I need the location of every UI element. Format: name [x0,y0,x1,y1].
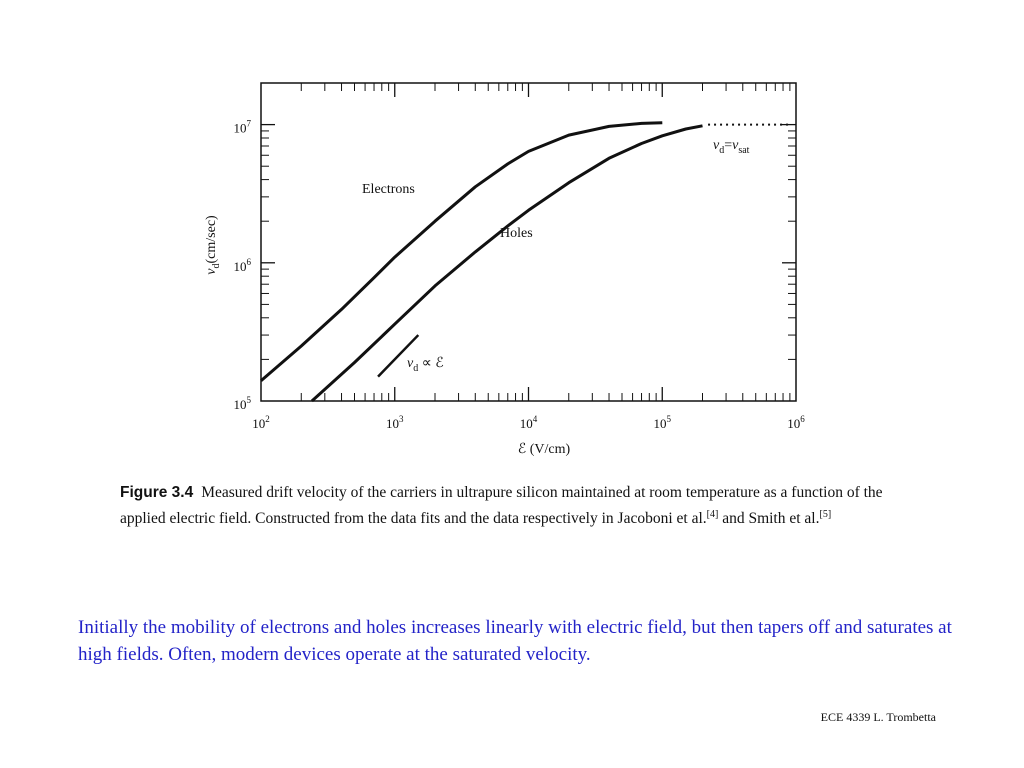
saturation-label: $v_d=v_{sat}$ [713,138,750,156]
summary-text: Initially the mobility of electrons and holes increases linearly with electric field, but then tapers off and saturates at high fields. Often, modern devices operate at the saturated velocity. [78,617,952,665]
x-tick-label: $10^6$ [787,414,805,431]
tick-labels [234,119,806,431]
y-axis-title: $v_d(cm/\sec)$ [204,215,222,275]
caption-ref-2: [5] [819,509,832,520]
proportional-label: $v_d$ ∝ ℰ [407,356,444,374]
electrons-label: Electrons [362,182,415,197]
plot-frame [261,83,796,401]
holes-label: Holes [500,226,533,241]
x-tick-label: $10^3$ [386,414,404,431]
figure-label: Figure 3.4 [120,484,194,501]
y-tick-label: $10^6$ [233,256,251,274]
x-tick-label: $10^2$ [252,414,270,431]
y-tick-label: $10^7$ [233,118,251,136]
series-lines [261,123,790,401]
axis-ticks [261,83,796,401]
slide-footer: ECE 4339 L. Trombetta [820,710,936,724]
x-tick-label: $10^4$ [519,414,538,431]
figure-caption [120,482,910,530]
series-line-holes [312,126,703,401]
x-axis-title: ℰ (V/cm) [517,442,571,457]
caption-mid: and Smith et al. [718,510,820,528]
caption-ref-1: [4] [706,509,719,520]
x-tick-label: $10^5$ [653,414,671,431]
y-tick-label: $10^5$ [233,395,251,412]
caption-text: Measured drift velocity of the carriers in ultrapure silicon maintained at room temperature as a function of the applied electric field. Constructed from the data fits and the data respectively in Jacoboni et al. [120,484,883,528]
